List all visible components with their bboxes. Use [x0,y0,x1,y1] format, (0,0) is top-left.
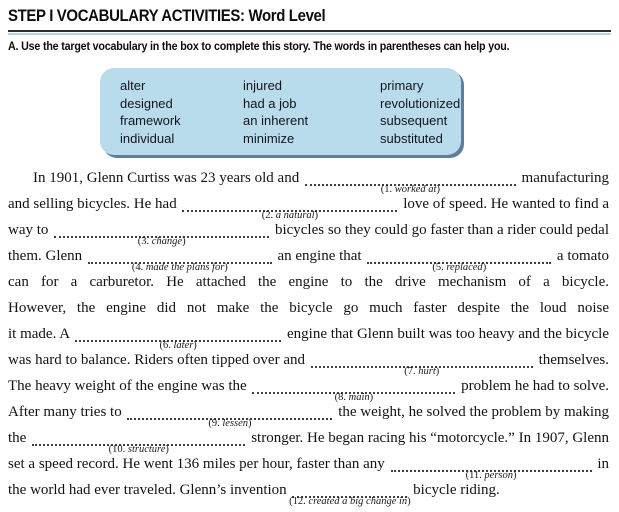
story-text: them. Glenn [8,248,86,264]
story-line [8,429,609,455]
story-line [8,195,609,221]
vocab-word: minimize [243,130,295,146]
title-rule-blue-line [8,33,611,35]
vocab-word: individual [120,130,175,146]
story-text: stronger. He began racing his “motorcycle.” In 1907, Glenn [247,430,609,446]
story-text: way to [8,222,53,238]
vocab-word: subsequent [380,113,448,128]
story-text: bicycles so they could go faster than a rider could pedal [271,222,609,238]
story-text: love of speed. He wanted to find a [399,196,609,212]
blank-hint-10: (10. structure) [108,444,169,455]
blank-hint-9: (9. lessen) [208,418,252,429]
story-text: the weight, he solved the problem by making [334,404,609,420]
blank-hint-8: (8. main) [334,392,374,403]
story-text: it made. A [8,326,73,342]
fill-blank-2 [182,195,397,221]
story-text: bicycle riding. [409,482,500,498]
story-line [8,221,609,247]
page-title: STEP I VOCABULARY ACTIVITIES: Word Level [8,6,326,25]
vocab-word: an inherent [243,113,309,128]
fill-blank-10 [32,429,245,455]
story-text: the world had ever traveled. Glenn’s invention [8,482,291,498]
story-line [8,325,609,351]
story-line [8,455,609,481]
blank-hint-5: (5. replaced) [432,262,487,273]
story-line [8,351,609,377]
story-paragraph [8,169,609,507]
story-text: was hard to balance. Riders often tipped over and [8,352,309,368]
story-text: problem he had to solve. [457,378,609,394]
story-text: the [8,430,31,446]
story-text: In 1901, Glenn Curtiss was 23 years old and [33,170,303,186]
story-line [8,273,609,299]
story-text: After many tries to [8,404,126,420]
vocab-word: primary [380,78,424,93]
story-line [8,247,609,273]
title-rule [8,30,611,35]
fill-blank-3 [54,221,269,247]
vocab-word: framework [120,113,181,128]
fill-blank-9 [127,403,332,429]
vocab-column-3 [380,77,461,155]
vocab-column-1 [120,77,243,155]
story-text: a tomato [553,248,609,264]
story-text: can for a carburetor. He attached the engine to the drive mechanism of a bicycle. [8,274,609,290]
vocab-column-2 [243,77,380,155]
vocabulary-box [100,68,461,155]
story-line [8,299,609,325]
story-line [8,169,609,195]
story-text: themselves. [534,352,609,368]
story-line [8,403,609,429]
story-text: in [593,456,609,472]
fill-blank-11 [391,455,592,481]
vocab-word: substituted [380,130,443,146]
story-text: an engine that [273,248,366,264]
blank-hint-1: (1. worked at) [380,184,440,195]
fill-blank-1 [305,169,516,195]
vocab-word: injured [243,78,283,93]
story-line [8,377,609,403]
blank-hint-2: (2. a natural) [261,210,319,221]
blank-hint-7: (7. hurt) [404,366,440,377]
fill-blank-5 [367,247,551,273]
story-text: engine that Glenn built was too heavy and the bicycle [283,326,609,342]
story-text: set a speed record. He went 136 miles per hour, faster than any [8,456,389,472]
story-line [8,481,609,507]
blank-hint-4: (4. made the plans for) [131,262,228,273]
instruction-text: A. Use the target vocabulary in the box to complete this story. The words in parentheses can help you. [8,41,510,53]
blank-hint-3: (3. change) [137,236,186,247]
vocab-word: revolutionized [380,95,461,111]
blank-hint-6: (6. later) [159,340,197,351]
blank-hint-11: (11. person) [465,470,517,481]
vocab-word: had a job [243,95,297,111]
fill-blank-6 [75,325,281,351]
vocab-word: designed [120,95,173,111]
story-text: The heavy weight of the engine was the [8,378,251,394]
story-text: manufacturing [517,170,609,186]
fill-blank-4 [88,247,272,273]
fill-blank-7 [311,351,533,377]
story-text: and selling bicycles. He had [8,196,181,212]
fill-blank-12 [289,481,411,507]
fill-blank-8 [252,377,455,403]
story-text: However, the engine did not make the bicycle go much faster despite the loud noise [8,300,609,316]
vocab-word: alter [120,78,146,93]
blank-hint-12: (12. created a big change in) [289,496,411,507]
